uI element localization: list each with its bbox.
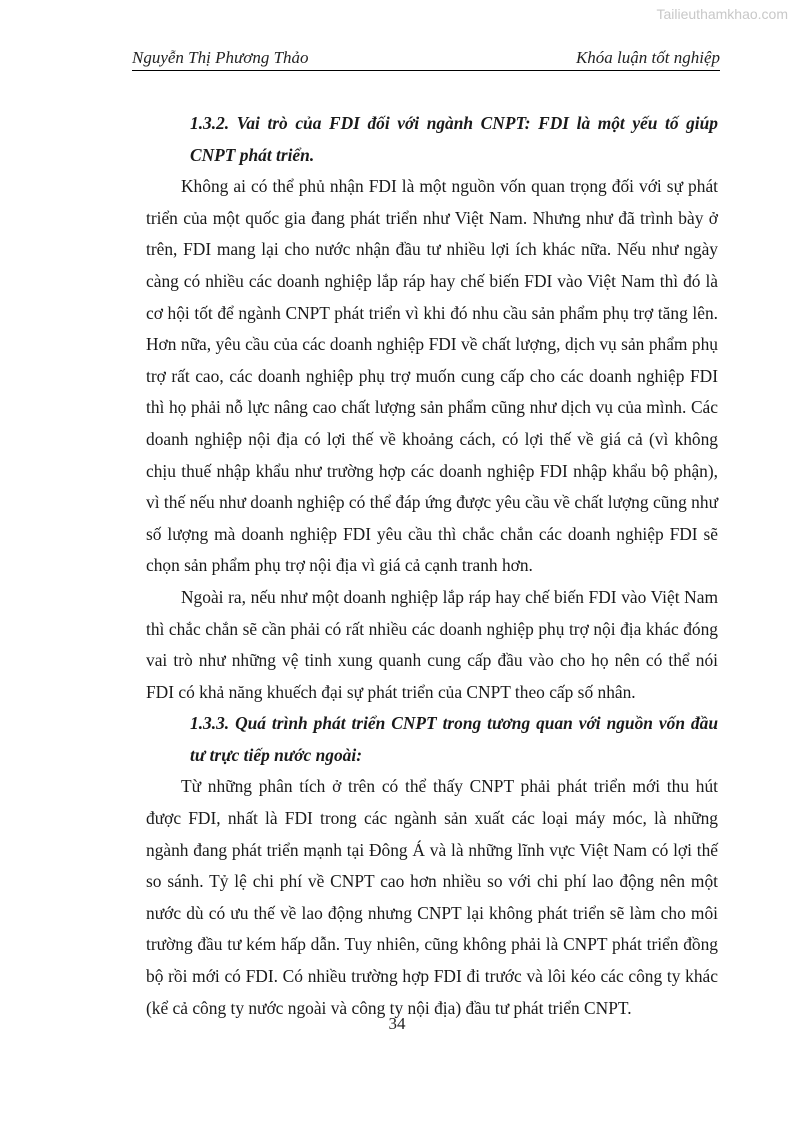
- header-doc-type: Khóa luận tốt nghiệp: [575, 48, 720, 67]
- paragraph: Từ những phân tích ở trên có thể thấy CNPT phải phát triển mới thu hút được FDI, nhất là FDI trong các ngành sản xuất các loại máy móc, là những ngành đang phát triển mạnh tại Đông Á và là những lĩnh vực Việt Nam có lợi thế so sánh. Tỷ lệ chi phí về CNPT cao hơn nhiều so với chi phí lao động nên một nước dù có ưu thế về lao động nhưng CNPT lại không phát triển sẽ làm cho môi trường đầu tư kém hấp dẫn. Tuy nhiên, cũng không phải là CNPT phát triển đồng bộ rồi mới có FDI. Có nhiều trường hợp FDI đi trước và lôi kéo các công ty khác (kể cả công ty nước ngoài và công ty nội địa) đầu tư phát triển CNPT.: [146, 776, 718, 1018]
- page-number: 34: [388, 1014, 406, 1033]
- header-author: Nguyễn Thị Phương Thảo: [132, 48, 309, 67]
- section-heading-1-3-2: 1.3.2. Vai trò của FDI đối với ngành CNPT: FDI là một yếu tố giúp CNPT phát triển.: [190, 113, 718, 165]
- paragraph: Ngoài ra, nếu như một doanh nghiệp lắp ráp hay chế biến FDI vào Việt Nam thì chắc chắn sẽ cần phải có rất nhiều các doanh nghiệp phụ trợ nội địa khác đóng vai trò như những vệ tinh xung quanh cung cấp đầu vào cho họ nên có thể nói FDI có khả năng khuếch đại sự phát triển của CNPT theo cấp số nhân.: [146, 586, 718, 702]
- page-header: [132, 50, 720, 71]
- page-body: [146, 108, 718, 1024]
- watermark: Tailieuthamkhao.com: [656, 6, 788, 22]
- paragraph: Không ai có thể phủ nhận FDI là một nguồn vốn quan trọng đối với sự phát triển của một quốc gia đang phát triển như Việt Nam. Nhưng như đã trình bày ở trên, FDI mang lại cho nước nhận đầu tư nhiều lợi ích khác nữa. Nếu như ngày càng có nhiều các doanh nghiệp lắp ráp hay chế biến FDI vào Việt Nam thì đó là cơ hội tốt để ngành CNPT phát triển vì khi đó nhu cầu sản phẩm phụ trợ tăng lên. Hơn nữa, yêu cầu của các doanh nghiệp FDI về chất lượng, dịch vụ sản phẩm phụ trợ rất cao, các doanh nghiệp phụ trợ muốn cung cấp cho các doanh nghiệp FDI thì họ phải nỗ lực nâng cao chất lượng sản phẩm cũng như dịch vụ của mình. Các doanh nghiệp nội địa có lợi thế về khoảng cách, có lợi thế về giá cả (vì không chịu thuế nhập khẩu như trường hợp các doanh nghiệp FDI nhập khẩu bộ phận), vì thế nếu như doanh nghiệp có thể đáp ứng được yêu cầu về chất lượng cũng như số lượng mà doanh nghiệp FDI yêu cầu thì chắc chắn các doanh nghiệp FDI sẽ chọn sản phẩm phụ trợ nội địa vì giá cả cạnh tranh hơn.: [146, 176, 718, 576]
- section-heading-1-3-3: 1.3.3. Quá trình phát triển CNPT trong tương quan với nguồn vốn đầu tư trực tiếp nước ngoài:: [190, 713, 718, 765]
